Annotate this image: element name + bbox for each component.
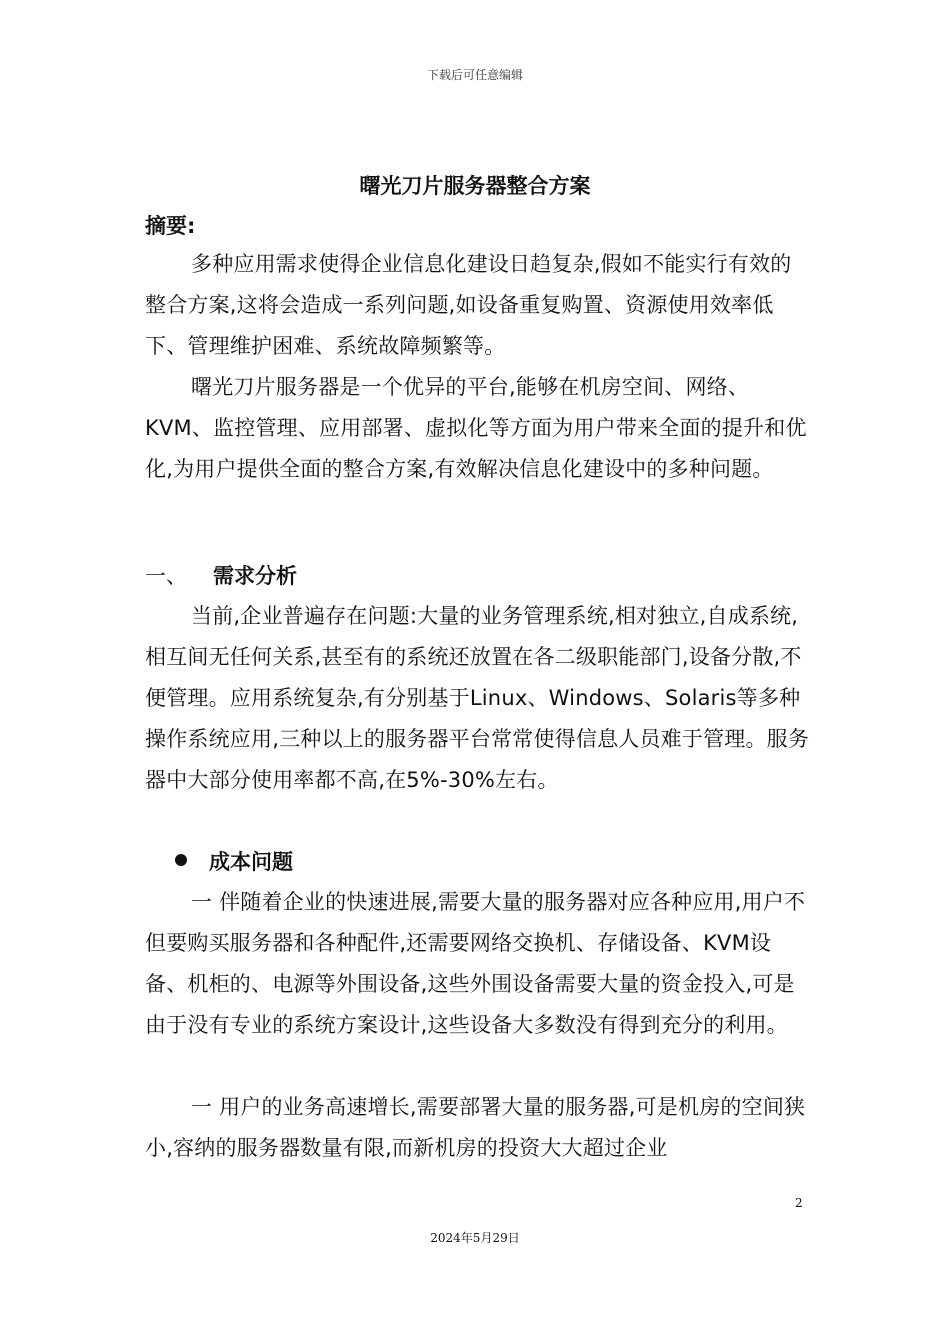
page-number: 2: [795, 1196, 803, 1210]
abstract-paragraph-2: 曙光刀片服务器是一个优异的平台,能够在机房空间、网络、KVM、监控管理、应用部署、虚拟化等方面为用户带来全面的提升和优化,为用户提供全面的整合方案,有效解决信息化建设中的多种问题。: [145, 375, 807, 481]
document-title: 曙光刀片服务器整合方案: [359, 174, 591, 198]
section-heading: [145, 560, 297, 590]
bullet-heading: [175, 846, 293, 876]
section-title: 需求分析: [213, 564, 297, 588]
bullet-paragraph-1: 一 伴随着企业的快速进展,需要大量的服务器对应各种应用,用户不但要购买服务器和各种配件,还需要网络交换机、存储设备、KVM设备、机柜的、电源等外围设备,这些外围设备需要大量的资金投入,可是由于没有专业的系统方案设计,这些设备大多数没有得到充分的利用。: [145, 890, 806, 1037]
abstract-paragraph-1: 多种应用需求使得企业信息化建设日趋复杂,假如不能实行有效的整合方案,这将会造成一系列问题,如设备重复购置、资源使用效率低下、管理维护困难、系统故障频繁等。: [145, 252, 792, 358]
section-paragraph: 当前,企业普遍存在问题:大量的业务管理系统,相对独立,自成系统,相互间无任何关系,甚至有的系统还放置在各二级职能部门,设备分散,不便管理。应用系统复杂,有分别基于Linux、Windows、Solaris等多种操作系统应用,三种以上的服务器平台常常使得信息人员难于管理。服务器中大部分使用率都不高,在5%-30%左右。: [145, 604, 810, 792]
section-number: 一、: [145, 564, 187, 588]
header-note: 下载后可任意编辑: [426, 68, 523, 82]
bullet-title: 成本问题: [209, 850, 293, 874]
bullet-dot-icon: [175, 854, 187, 866]
abstract-heading: 摘要:: [145, 214, 196, 238]
footer-date: 2024年5月29日: [430, 1231, 520, 1245]
bullet-paragraph-2: 一 用户的业务高速增长,需要部署大量的服务器,可是机房的空间狭小,容纳的服务器数量有限,而新机房的投资大大超过企业: [145, 1095, 806, 1160]
